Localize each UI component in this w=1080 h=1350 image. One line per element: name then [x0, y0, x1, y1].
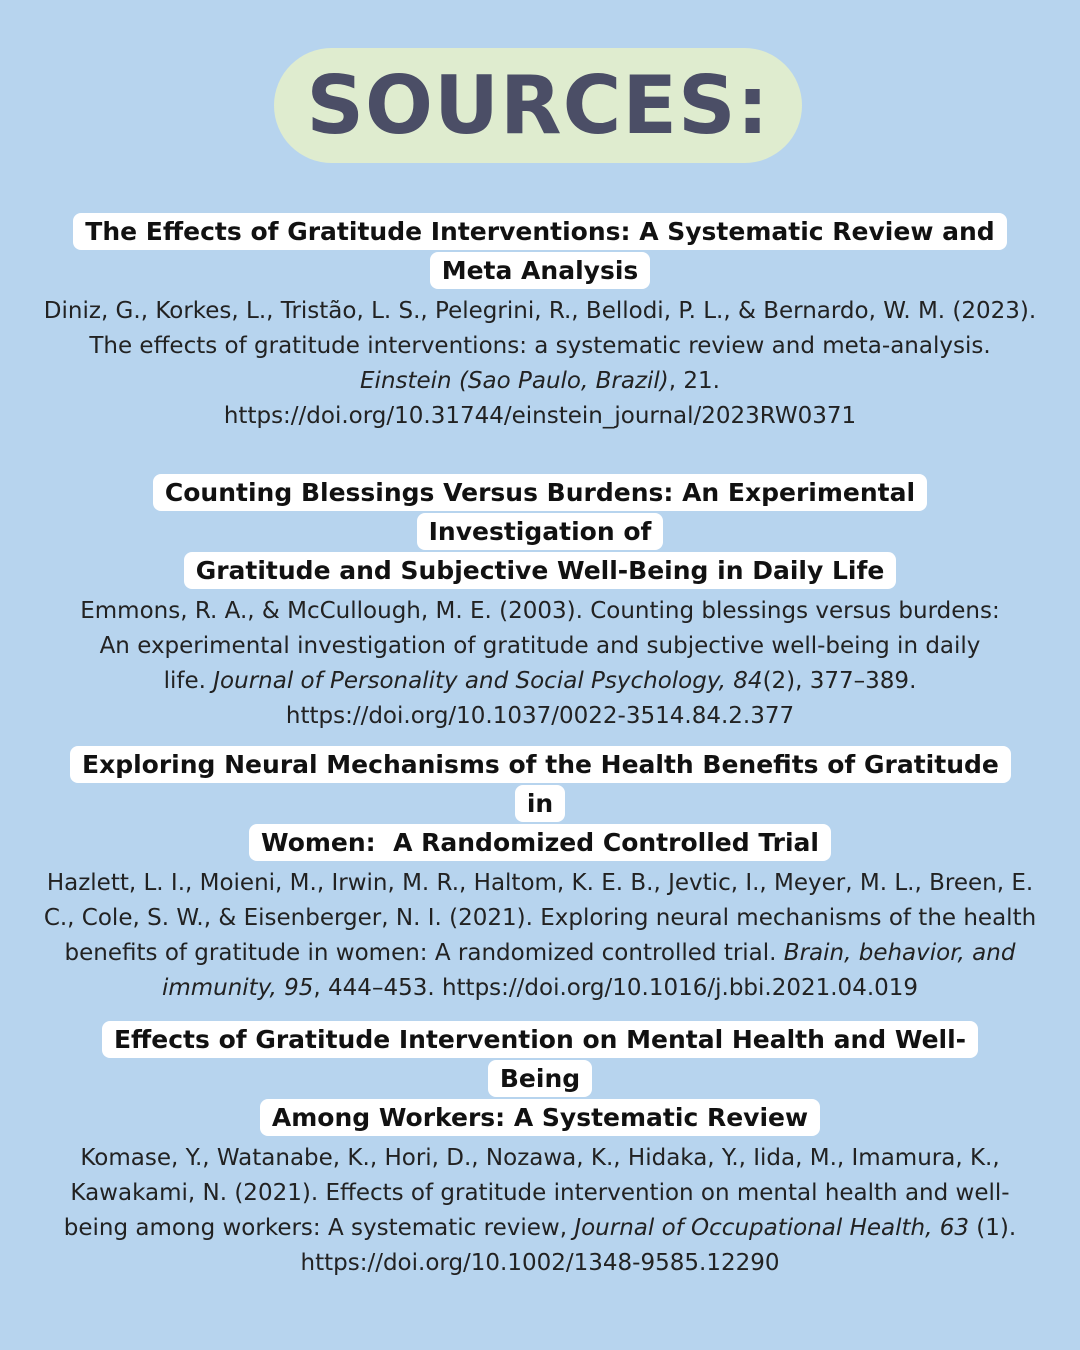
source-heading-line-2: Meta Analysis: [430, 252, 651, 289]
citation-line: The effects of gratitude interventions: a systematic review and meta-analysis.: [89, 333, 991, 359]
journal-name: Journal of Occupational Health, 63: [574, 1215, 969, 1241]
citation-doi-link[interactable]: , 444–453. https://doi.org/10.1016/j.bbi.2021.04.019: [313, 975, 919, 1001]
citation-line: [25, 936, 1055, 971]
source-citation: [25, 294, 1055, 434]
citation-volume: (2), 377–389.: [762, 668, 917, 694]
citation-line: Komase, Y., Watanabe, K., Hori, D., Nozawa, K., Hidaka, Y., Iida, M., Imamura, K.,: [80, 1145, 1000, 1171]
journal-volume: immunity, 95: [161, 975, 314, 1001]
source-heading: [70, 1020, 1010, 1137]
citation-text: being among workers: A systematic review,: [63, 1215, 575, 1241]
journal-name: Einstein (Sao Paulo, Brazil): [360, 368, 669, 394]
source-entry-1: [0, 212, 1080, 434]
journal-name: Journal of Personality and Social Psychology, 84: [213, 668, 763, 694]
source-entry-3: [0, 745, 1080, 1006]
citation-line: [25, 364, 1055, 399]
citation-text: life.: [163, 668, 214, 694]
source-heading-line-2: Gratitude and Subjective Well-Being in Daily Life: [184, 552, 897, 589]
citation-volume: (1).: [969, 1215, 1017, 1241]
citation-line: Kawakami, N. (2021). Effects of gratitude intervention on mental health and well-: [70, 1180, 1010, 1206]
source-entry-4: [0, 1020, 1080, 1281]
citation-line: [25, 1211, 1055, 1246]
page-title: SOURCES:: [306, 58, 770, 152]
source-heading-line-2: Women: A Randomized Controlled Trial: [249, 824, 831, 861]
citation-line: C., Cole, S. W., & Eisenberger, N. I. (2021). Exploring neural mechanisms of the health: [43, 905, 1037, 931]
citation-line: [25, 664, 1055, 699]
citation-line: [25, 971, 1055, 1006]
journal-name: Brain, behavior, and: [783, 940, 1016, 966]
source-heading-line-1: Exploring Neural Mechanisms of the Health Benefits of Gratitude in: [70, 746, 1011, 822]
source-heading: [70, 212, 1010, 290]
source-heading-line-1: Counting Blessings Versus Burdens: An Experimental Investigation of: [153, 474, 927, 550]
citation-line: An experimental investigation of gratitude and subjective well-being in daily: [99, 633, 981, 659]
source-citation: [25, 1141, 1055, 1281]
citation-line: Hazlett, L. I., Moieni, M., Irwin, M. R., Haltom, K. E. B., Jevtic, I., Meyer, M. L., Breen, E.: [46, 870, 1034, 896]
citation-doi-link[interactable]: https://doi.org/10.1002/1348-9585.12290: [300, 1250, 780, 1276]
source-entry-2: [0, 473, 1080, 734]
source-heading: [70, 745, 1010, 862]
citation-volume: , 21.: [668, 368, 720, 394]
source-citation: [25, 866, 1055, 1006]
source-heading-line-2: Among Workers: A Systematic Review: [260, 1099, 820, 1136]
citation-line: Diniz, G., Korkes, L., Tristão, L. S., Pelegrini, R., Bellodi, P. L., & Bernardo, W. M. (2023).: [43, 298, 1037, 324]
citation-doi-link[interactable]: https://doi.org/10.1037/0022-3514.84.2.377: [285, 703, 795, 729]
citation-doi-link[interactable]: https://doi.org/10.31744/einstein_journal/2023RW0371: [223, 403, 857, 429]
source-citation: [25, 594, 1055, 734]
title-pill: [274, 48, 802, 163]
source-heading: [70, 473, 1010, 590]
citation-line: Emmons, R. A., & McCullough, M. E. (2003). Counting blessings versus burdens:: [80, 598, 1000, 624]
source-heading-line-1: The Effects of Gratitude Interventions: A Systematic Review and: [73, 213, 1006, 250]
citation-text: benefits of gratitude in women: A randomized controlled trial.: [64, 940, 784, 966]
source-heading-line-1: Effects of Gratitude Intervention on Mental Health and Well-Being: [102, 1021, 978, 1097]
